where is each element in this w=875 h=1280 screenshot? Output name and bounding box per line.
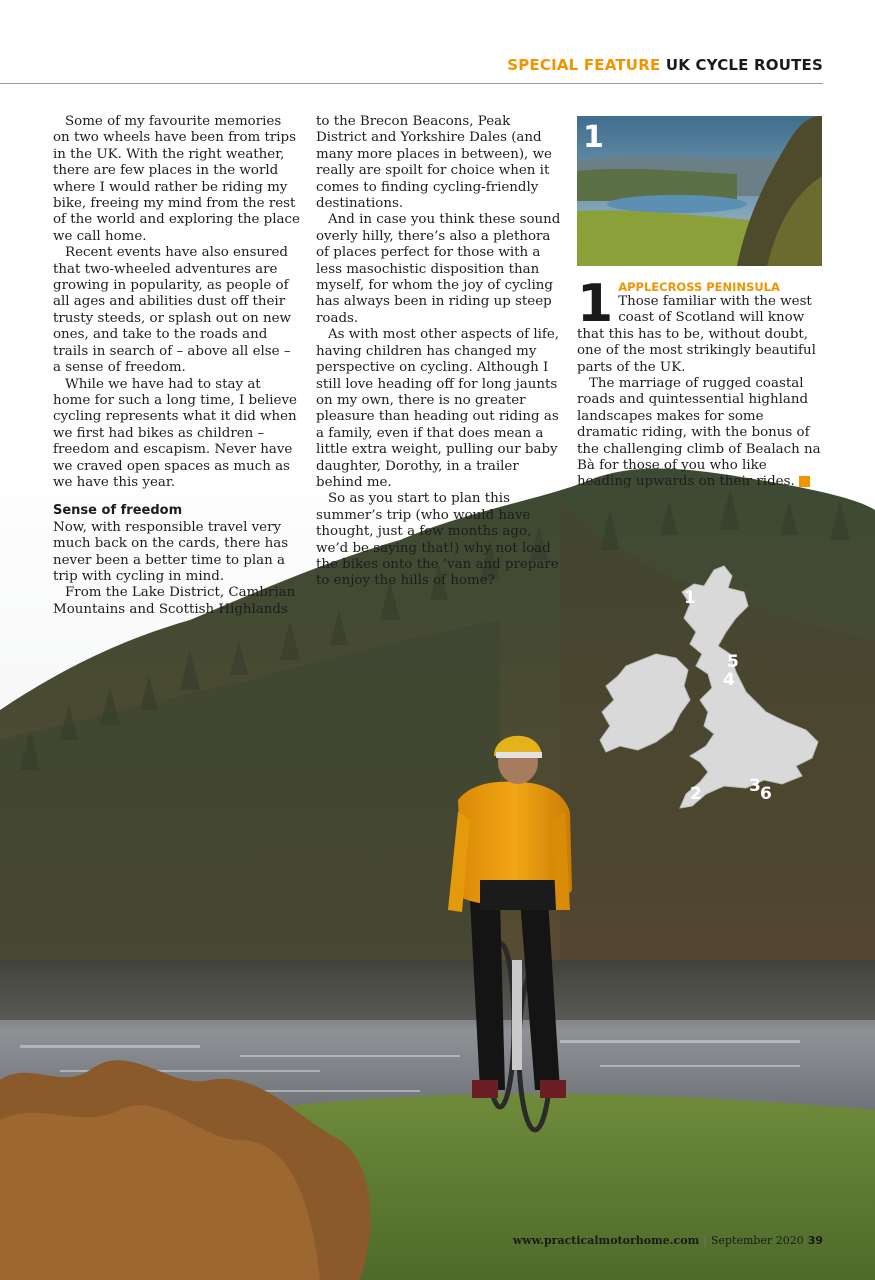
map-label: 6 bbox=[760, 784, 772, 804]
applecross-illustration bbox=[577, 116, 822, 266]
uk-route-map bbox=[596, 562, 826, 822]
paragraph: Those familiar with the west coast of Scotland will know that this has to be, without doubt, one of the most strikingly beautiful parts of the UK. bbox=[577, 294, 816, 375]
footer-date: September 2020 bbox=[710, 1234, 804, 1247]
header-divider bbox=[0, 83, 823, 84]
map-label: 4 bbox=[723, 670, 735, 690]
paragraph: While we have had to stay at home for such a long time, I believe cycling represents what it did when we first had bikes as children – freedom and escapism. Never have we craved open spaces as much as we have this year. bbox=[53, 376, 297, 490]
header-topic: UK CYCLE ROUTES bbox=[665, 56, 823, 74]
paragraph: Some of my favourite memories on two wheels have been from trips in the UK. With the right weather, there are few places in the world where I would rather be riding my bike, freeing my mind from the rest of the world and exploring the place we call home. bbox=[53, 114, 300, 244]
subheading: Sense of freedom bbox=[53, 503, 183, 519]
route-dropcap: 1 bbox=[577, 274, 614, 334]
footer-separator: | bbox=[703, 1234, 707, 1247]
photo-number: 1 bbox=[583, 120, 604, 155]
footer-url[interactable]: www.practicalmotorhome.com bbox=[512, 1234, 700, 1247]
page-number: 39 bbox=[807, 1234, 823, 1247]
article-column-1 bbox=[53, 114, 301, 618]
map-label: 2 bbox=[690, 784, 702, 804]
article-column-2 bbox=[316, 114, 561, 590]
arrow-right-icon: ➜ bbox=[799, 476, 810, 487]
paragraph bbox=[577, 376, 823, 491]
paragraph: Recent events have also ensured that two-wheeled adventures are growing in popularity, as people of all ages and abilities dust off their trusty steeds, or splash out on new ones, and take to the roads and trails in search of – above all else – a sense of freedom. bbox=[53, 245, 291, 376]
map-label: 5 bbox=[727, 652, 739, 672]
paragraph: And in case you think these sound overly hilly, there’s also a plethora of places perfect for those with a less masochistic disposition than myself, for whom the joy of cycling has always been in riding up steep roads. bbox=[316, 212, 561, 326]
applecross-photo bbox=[577, 116, 822, 266]
uk-map-shape bbox=[596, 562, 826, 822]
map-label: 1 bbox=[684, 588, 696, 608]
paragraph: Now, with responsible travel very much back on the cards, there has never been a better time to plan a trip with cycling in mind. bbox=[53, 519, 289, 584]
paragraph: As with most other aspects of life, having children has changed my perspective on cycling. Although I still love heading off for long jaunts on my own, there is no greater pleasure than heading out riding as a family, even if that does mean a little extra weight, pulling our baby daughter, Dorothy, in a trailer behind me. bbox=[316, 327, 560, 490]
section-header bbox=[507, 56, 823, 74]
paragraph: to the Brecon Beacons, Peak District and Yorkshire Dales (and many more places in between), we really are spoilt for choice when it comes to finding cycling-friendly destinations. bbox=[316, 114, 552, 212]
paragraph-text: The marriage of rugged coastal roads and quintessential highland landscapes makes for some dramatic riding, with the bonus of the challenging climb of Bealach na Bà for those of you who like heading upwards on their rides. bbox=[577, 376, 821, 490]
page-footer bbox=[513, 1234, 823, 1247]
route-box-applecross bbox=[577, 274, 823, 491]
header-kicker: SPECIAL FEATURE bbox=[507, 56, 661, 74]
paragraph: So as you start to plan this summer’s trip (who would have thought, just a few months ago, we’d be saying that!) why not load the bikes onto the ’van and prepare to enjoy the hills of home? bbox=[316, 491, 559, 589]
map-label: 3 bbox=[749, 776, 761, 796]
route-title: APPLECROSS PENINSULA bbox=[618, 280, 780, 294]
paragraph: From the Lake District, Cambrian Mountains and Scottish Highlands bbox=[53, 585, 296, 617]
